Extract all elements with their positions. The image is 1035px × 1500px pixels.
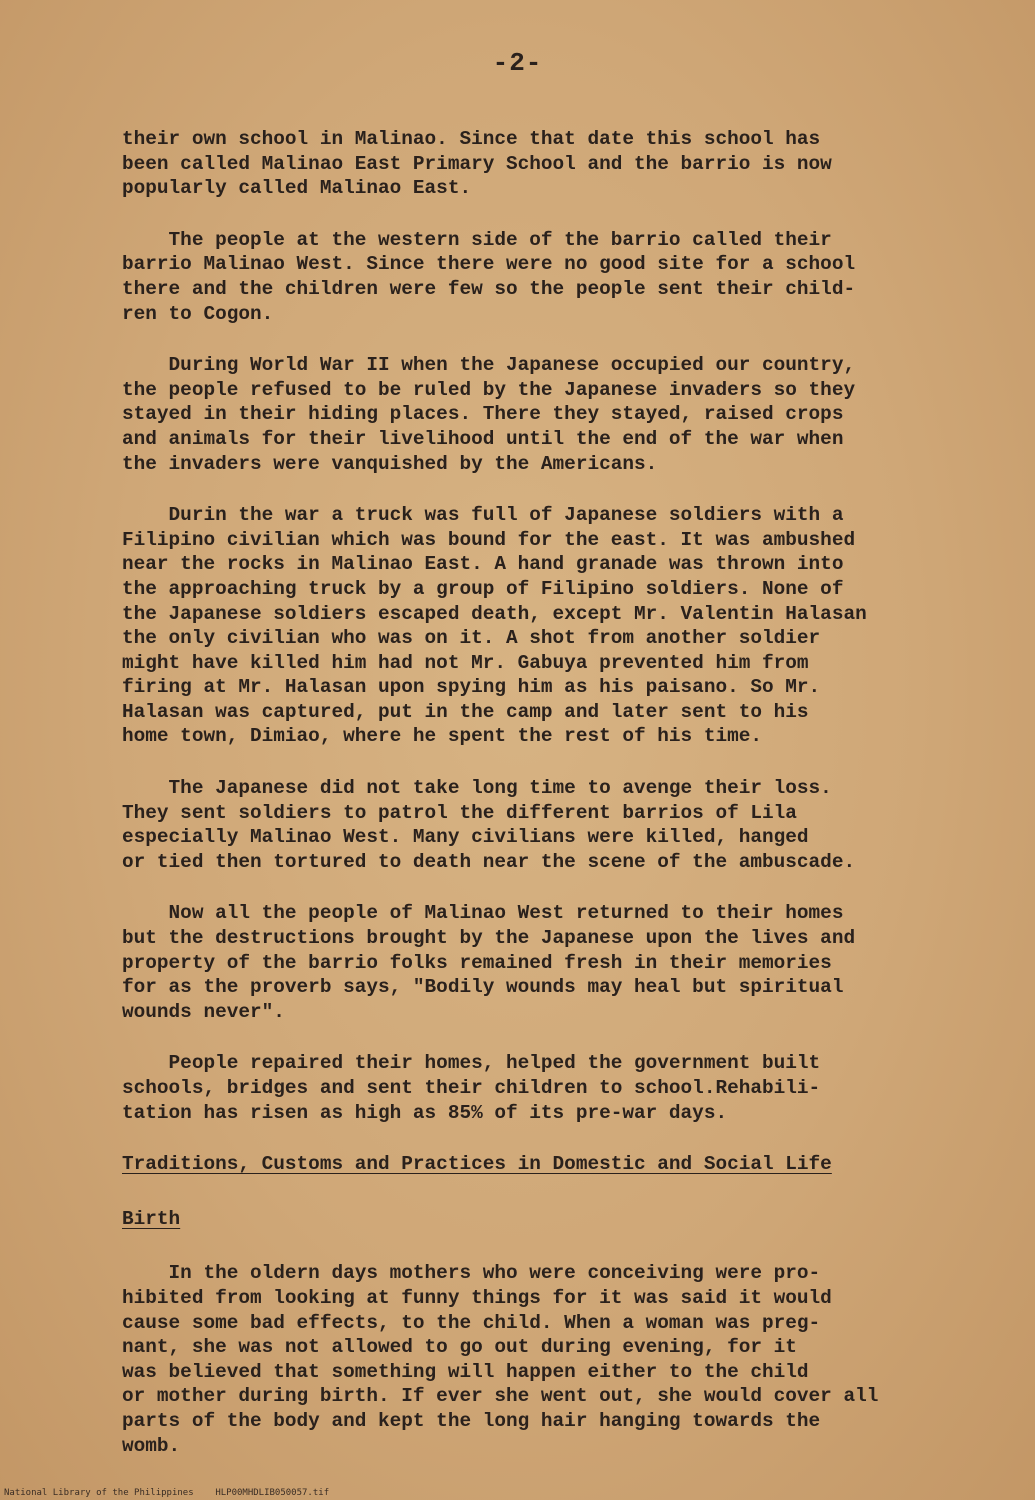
paragraph-world-war-ii: During World War II when the Japanese occupied our country, the people refused to be ruled by the Japanese invaders so they stayed in their hiding places. There they stayed, raised crops and animals for their livelihood until the end of the war when the invaders were vanquished by the Americans. (122, 354, 856, 475)
paragraph-school-history: their own school in Malinao. Since that date this school has been called Malinao East Primary School and the barrio is now popularly called Malinao East. (122, 128, 832, 200)
archive-footer: National Library of the Philippines HLP00MHDLIB050057.tif (4, 1488, 330, 1498)
paragraph-return-home: Now all the people of Malinao West returned to their homes but the destructions brought by the Japanese upon the lives and property of the barrio folks remained fresh in their memories for as the proverb says, "Bodily wounds may heal but spiritual wounds never". (122, 902, 856, 1023)
paragraph-birth-customs: In the oldern days mothers who were conceiving were pro- hibited from looking at funny things for it was said it would cause some bad effects, to the child. When a woman was preg- nant, she was not allowed to go out during evening, for it was believed that something will happen either to the child or mother during birth. If ever she went out, she would cover all parts of the body and kept the long hair hanging towards the womb. (122, 1262, 879, 1457)
paragraph-japanese-revenge: The Japanese did not take long time to avenge their loss. They sent soldiers to patrol the different barrios of Lila especially Malinao West. Many civilians were killed, hanged or tied then tortured to death near the scene of the ambuscade. (122, 777, 856, 873)
paragraph-ambush: Durin the war a truck was full of Japanese soldiers with a Filipino civilian which was bound for the east. It was ambushed near the rocks in Malinao East. A hand granade was thrown into the approaching truck by a group of Filipino soldiers. None of the Japanese soldiers escaped death, except Mr. Valentin Halasan the only civilian who was on it. A shot from another soldier might have killed him had not Mr. Gabuya prevented him from firing at Mr. Halasan upon spying him as his paisano. So Mr. Halasan was captured, put in the camp and later sent to his home town, Dimiao, where he spent the rest of his time. (122, 504, 867, 748)
document-body (122, 127, 952, 1485)
paragraph-malinao-west: The people at the western side of the barrio called their barrio Malinao West. Since there were no good site for a school there and the children were few so the people sent their child- ren to Cogon. (122, 228, 856, 325)
section-heading: Traditions, Customs and Practices in Domestic and Social Life (122, 1153, 832, 1176)
subheading-birth: Birth (122, 1207, 181, 1230)
paragraph-rehabilitation: People repaired their homes, helped the government built schools, bridges and sent their children to school.Rehabili- tation has risen as high as 85% of its pre-war days. (122, 1052, 821, 1124)
page-number: -2- (492, 48, 543, 78)
